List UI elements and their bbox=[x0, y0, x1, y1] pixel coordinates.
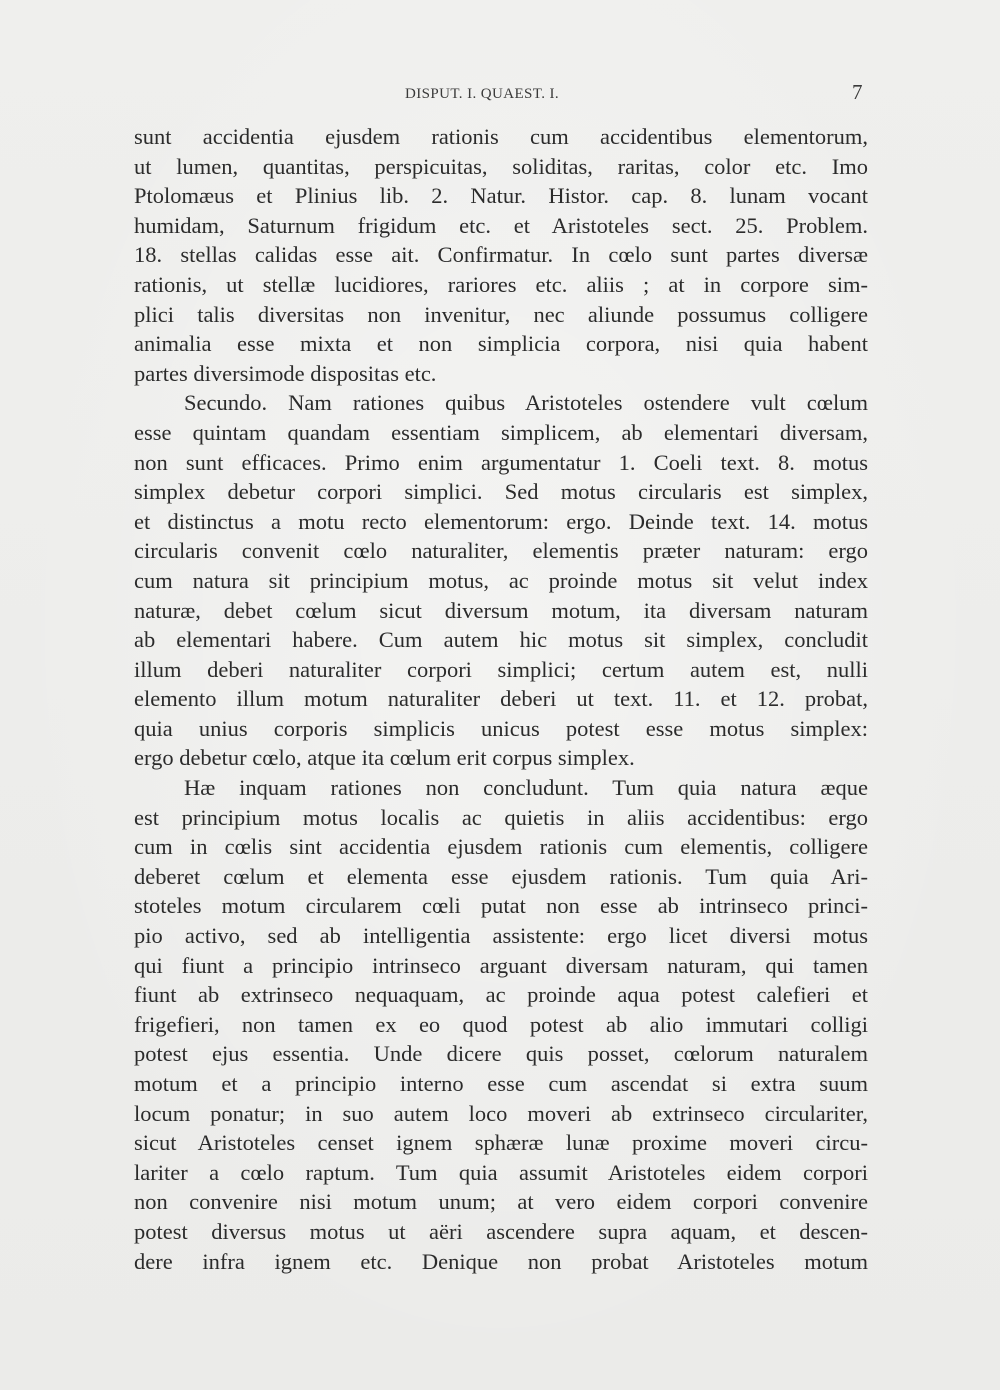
running-head bbox=[0, 80, 1000, 110]
text-line: deberet cœlum et elementa esse ejusdem rationis. Tum quia Ari- bbox=[134, 863, 868, 889]
text-line: potest ejus essentia. Unde dicere quis posset, cœlorum naturalem bbox=[134, 1041, 868, 1067]
text-line: motum et a principio interno esse cum ascendat si extra suum bbox=[134, 1071, 868, 1096]
text-line: fiunt ab extrinseco nequaquam, ac proinde aqua potest calefieri et bbox=[134, 982, 868, 1008]
text-line: lariter a cœlo raptum. Tum quia assumit Aristoteles eidem corpori bbox=[134, 1159, 868, 1185]
text-line: dere infra ignem etc. Denique non probat Aristoteles motum bbox=[134, 1248, 868, 1274]
text-line: plici talis diversitas non invenitur, nec aliunde possumus colligere bbox=[134, 301, 868, 327]
text-line: cum natura sit principium motus, ac proinde motus sit velut index bbox=[134, 567, 868, 593]
text-line: illum deberi naturaliter corpori simplici; certum autem est, nulli bbox=[134, 656, 868, 682]
text-line: rationis, ut stellæ lucidiores, rariores etc. aliis ; at in corpore sim- bbox=[134, 271, 868, 297]
text-line: qui fiunt a principio intrinseco arguant diversam naturam, qui tamen bbox=[134, 952, 868, 978]
text-line: quia unius corporis simplicis unicus potest esse motus simplex: bbox=[134, 715, 868, 741]
text-line: cum in cœlis sint accidentia ejusdem rationis cum elementis, colligere bbox=[134, 834, 868, 860]
text-line: Secundo. Nam rationes quibus Aristoteles ostendere vult cœlum bbox=[184, 390, 868, 416]
text-line: ergo debetur cœlo, atque ita cœlum erit corpus simplex. bbox=[134, 745, 635, 771]
text-line: ut lumen, quantitas, perspicuitas, soliditas, raritas, color etc. Imo bbox=[134, 153, 868, 179]
text-line: esse quintam quandam essentiam simplicem, ab elementari diversam, bbox=[134, 419, 868, 445]
text-line: pio activo, sed ab intelligentia assistente: ergo licet diversi motus bbox=[134, 923, 868, 949]
text-line: non sunt efficaces. Primo enim argumentatur 1. Coeli text. 8. motus bbox=[134, 449, 868, 475]
text-line: animalia esse mixta et non simplicia corpora, nisi quia habent bbox=[134, 331, 868, 357]
text-line: et distinctus a motu recto elementorum: ergo. Deinde text. 14. motus bbox=[134, 508, 868, 534]
body-text bbox=[134, 122, 868, 1276]
text-line: non convenire nisi motum unum; at vero eidem corpori convenire bbox=[134, 1189, 868, 1215]
text-line: frigefieri, non tamen ex eo quod potest ab alio immutari colligi bbox=[134, 1011, 868, 1037]
text-line: sunt accidentia ejusdem rationis cum accidentibus elementorum, bbox=[134, 124, 868, 149]
text-line: sicut Aristoteles censet ignem sphæræ lunæ proxime moveri circu- bbox=[134, 1130, 868, 1156]
text-line: simplex debetur corpori simplici. Sed motus circularis est simplex, bbox=[134, 479, 868, 505]
text-line: potest diversus motus ut aëri ascendere supra aquam, et descen- bbox=[134, 1218, 868, 1244]
text-line: naturæ, debet cœlum sicut diversum motum, ita diversam naturam bbox=[134, 597, 868, 623]
text-line: Hæ inquam rationes non concludunt. Tum quia natura æque bbox=[184, 775, 868, 801]
text-line: locum ponatur; in suo autem loco moveri ab extrinseco circulariter, bbox=[134, 1100, 868, 1126]
text-line: humidam, Saturnum frigidum etc. et Aristoteles sect. 25. Problem. bbox=[134, 212, 868, 238]
text-line: 18. stellas calidas esse ait. Confirmatur. In cœlo sunt partes diversæ bbox=[134, 242, 868, 268]
text-line: Ptolomæus et Plinius lib. 2. Natur. Histor. cap. 8. lunam vocant bbox=[134, 183, 868, 209]
text-line: ab elementari habere. Cum autem hic motus sit simplex, concludit bbox=[134, 627, 868, 653]
text-line: elemento illum motum naturaliter deberi ut text. 11. et 12. probat, bbox=[134, 686, 868, 712]
page-number: 7 bbox=[852, 80, 863, 104]
text-line: partes diversimode dispositas etc. bbox=[134, 360, 437, 386]
text-line: circularis convenit cœlo naturaliter, elementis præter naturam: ergo bbox=[134, 538, 868, 564]
text-line: stoteles motum circularem cœli putat non esse ab intrinseco princi- bbox=[134, 893, 868, 919]
text-line: est principium motus localis ac quietis in aliis accidentibus: ergo bbox=[134, 804, 868, 830]
running-title: DISPUT. I. QUAEST. I. bbox=[405, 86, 560, 102]
